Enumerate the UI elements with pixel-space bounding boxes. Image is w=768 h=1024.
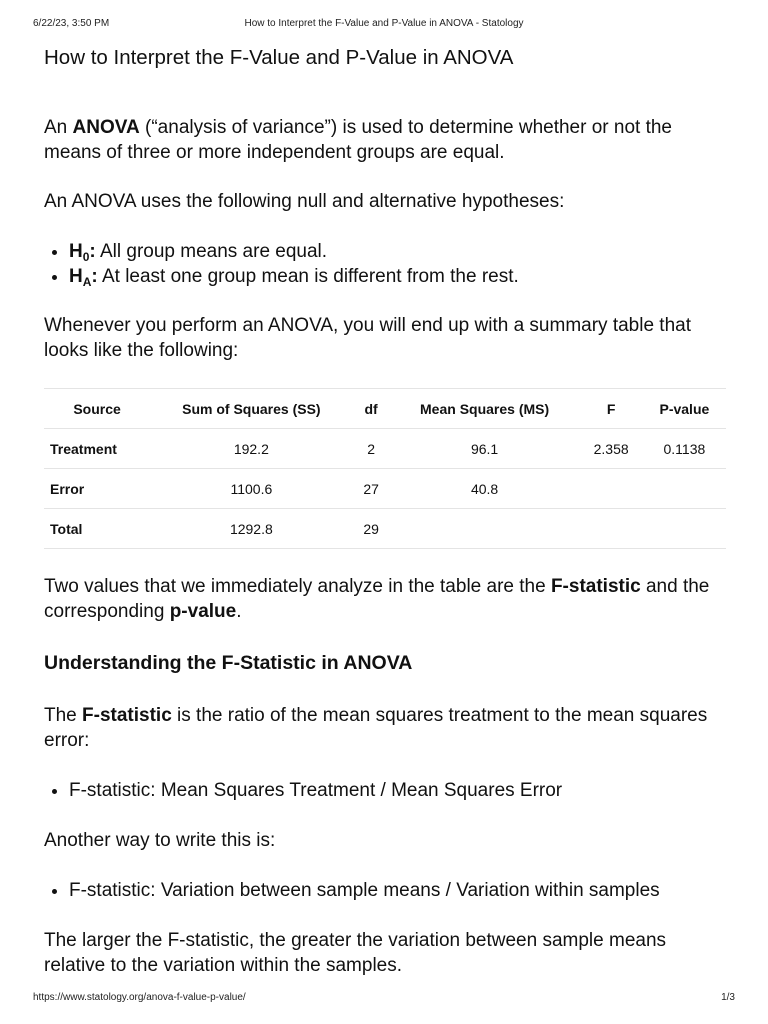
larger-f-paragraph: The larger the F-statistic, the greater the variation between sample means relative to the variation within the samples. (44, 930, 667, 976)
f-statistic-term: F-statistic (82, 705, 172, 726)
hypothesis-colon: : (91, 266, 98, 287)
table-row (44, 509, 726, 549)
two-values-suffix: . (236, 601, 242, 622)
table-cell (580, 509, 643, 549)
table-cell (643, 509, 726, 549)
two-values-paragraph (44, 574, 728, 624)
list-item: • F-statistic: Variation between sample means / Variation within samples (69, 878, 728, 903)
hypotheses-list (44, 239, 728, 289)
table-intro: Whenever you perform an ANOVA, you will end up with a summary table that looks like the following: (44, 315, 692, 361)
table-cell: Total (44, 509, 150, 549)
another-way-paragraph: Another way to write this is: (44, 830, 276, 851)
hypothesis-symbol: H (69, 241, 83, 262)
hypothesis-label (69, 266, 98, 287)
list-item (69, 264, 728, 289)
hypothesis-symbol: H (69, 266, 83, 287)
fstat-rest: is the ratio of the mean squares treatment to the mean squares error: (44, 705, 708, 751)
formula-list-2 (44, 878, 728, 903)
column-header: P-value (643, 389, 726, 429)
list-item (69, 239, 728, 264)
hypothesis-subscript: A (82, 275, 92, 289)
print-footer (33, 992, 735, 1006)
table-cell: 0.1138 (643, 429, 726, 469)
table-cell (390, 509, 580, 549)
table-cell (643, 469, 726, 509)
hypothesis-label (69, 241, 96, 262)
table-cell: 1100.6 (150, 469, 352, 509)
table-cell: 2.358 (580, 429, 643, 469)
f-statistic-term: F-statistic (550, 576, 641, 597)
two-values-prefix: Two values that we immediately analyze in the table are the (44, 576, 551, 597)
table-row (44, 429, 726, 469)
print-url: https://www.statology.org/anova-f-value-p-value/ (33, 992, 246, 1003)
page-title: How to Interpret the F-Value and P-Value in ANOVA (44, 46, 514, 69)
anova-summary-table (44, 388, 726, 549)
hypothesis-text: At least one group mean is different from the rest. (97, 266, 519, 287)
print-datetime: 6/22/23, 3:50 PM (33, 18, 110, 29)
print-doc-title: How to Interpret the F-Value and P-Value in ANOVA - Statology (244, 18, 524, 29)
table-cell: 96.1 (390, 429, 580, 469)
article (44, 44, 728, 978)
anova-term: ANOVA (72, 117, 140, 138)
table-cell: 40.8 (390, 469, 580, 509)
table-cell: 29 (353, 509, 390, 549)
table-row (44, 469, 726, 509)
hypothesis-text: All group means are equal. (95, 241, 328, 262)
table-header-row (44, 389, 726, 429)
formula-list-1 (44, 778, 728, 803)
intro-prefix: An (44, 117, 73, 138)
table-cell (580, 469, 643, 509)
table-cell: 2 (353, 429, 390, 469)
intro-rest: (“analysis of variance”) is used to determine whether or not the means of three or more independent groups are equal. (44, 117, 673, 163)
section-heading: Understanding the F-Statistic in ANOVA (44, 652, 413, 674)
print-page-number: 1/3 (721, 992, 735, 1003)
print-header (33, 18, 735, 32)
fstat-prefix: The (44, 705, 83, 726)
table-cell: 192.2 (150, 429, 352, 469)
column-header: Sum of Squares (SS) (150, 389, 352, 429)
column-header: df (353, 389, 390, 429)
p-value-term: p-value (169, 601, 237, 622)
column-header: F (580, 389, 643, 429)
f-statistic-definition (44, 703, 728, 753)
table-cell: 27 (353, 469, 390, 509)
hypothesis-subscript: 0 (82, 250, 90, 264)
list-item: • F-statistic: Mean Squares Treatment / Mean Squares Error (69, 778, 728, 803)
hypothesis-colon: : (89, 241, 96, 262)
column-header: Source (44, 389, 150, 429)
hypotheses-intro: An ANOVA uses the following null and alternative hypotheses: (44, 191, 565, 212)
column-header: Mean Squares (MS) (390, 389, 580, 429)
table-cell: Treatment (44, 429, 150, 469)
table-cell: Error (44, 469, 150, 509)
intro-paragraph (44, 115, 728, 165)
two-values-middle: and the corresponding (44, 576, 710, 622)
table-cell: 1292.8 (150, 509, 352, 549)
